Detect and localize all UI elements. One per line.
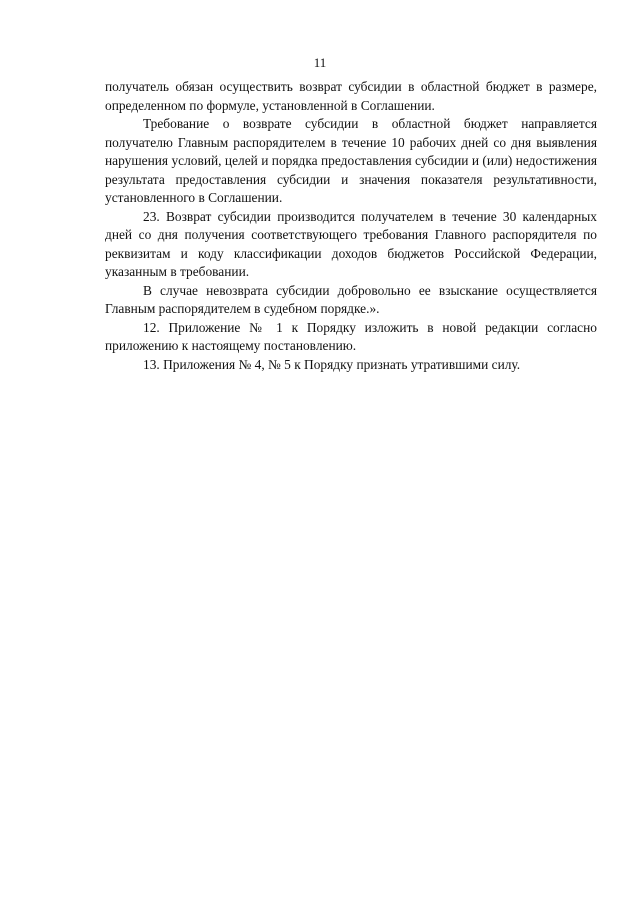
paragraph-refund-obligation: получатель обязан осуществить возврат субсидии в областной бюджет в размере, определенном по формуле, установленной в Соглашении.: [105, 79, 597, 113]
page-number: 11: [313, 55, 327, 70]
paragraph-refund-requirement: Требование о возврате субсидии в областной бюджет направляется получателю Главным распорядителем в течение 10 рабочих дней со дня выявления нарушения условий, целей и порядка предоставления субсидии и (или) недостижения результата предоставления субсидии и значения показателя результативности, установленного в Соглашении.: [105, 116, 597, 205]
document-body: [105, 78, 597, 374]
paragraph-item-23: 23. Возврат субсидии производится получателем в течение 30 календарных дней со дня получения соответствующего требования Главного распорядителя по реквизитам и коду классификации доходов бюджетов Российской Федерации, указанным в требовании.: [105, 208, 597, 279]
paragraph-item-12: 12. Приложение № 1 к Порядку изложить в новой редакции согласно приложению к настоящему постановлению.: [105, 319, 597, 353]
paragraph-item-13: 13. Приложения № 4, № 5 к Порядку признать утратившими силу.: [143, 356, 521, 372]
paragraph-court-recovery: В случае невозврата субсидии добровольно ее взыскание осуществляется Главным распорядителем в судебном порядке.».: [105, 282, 597, 316]
